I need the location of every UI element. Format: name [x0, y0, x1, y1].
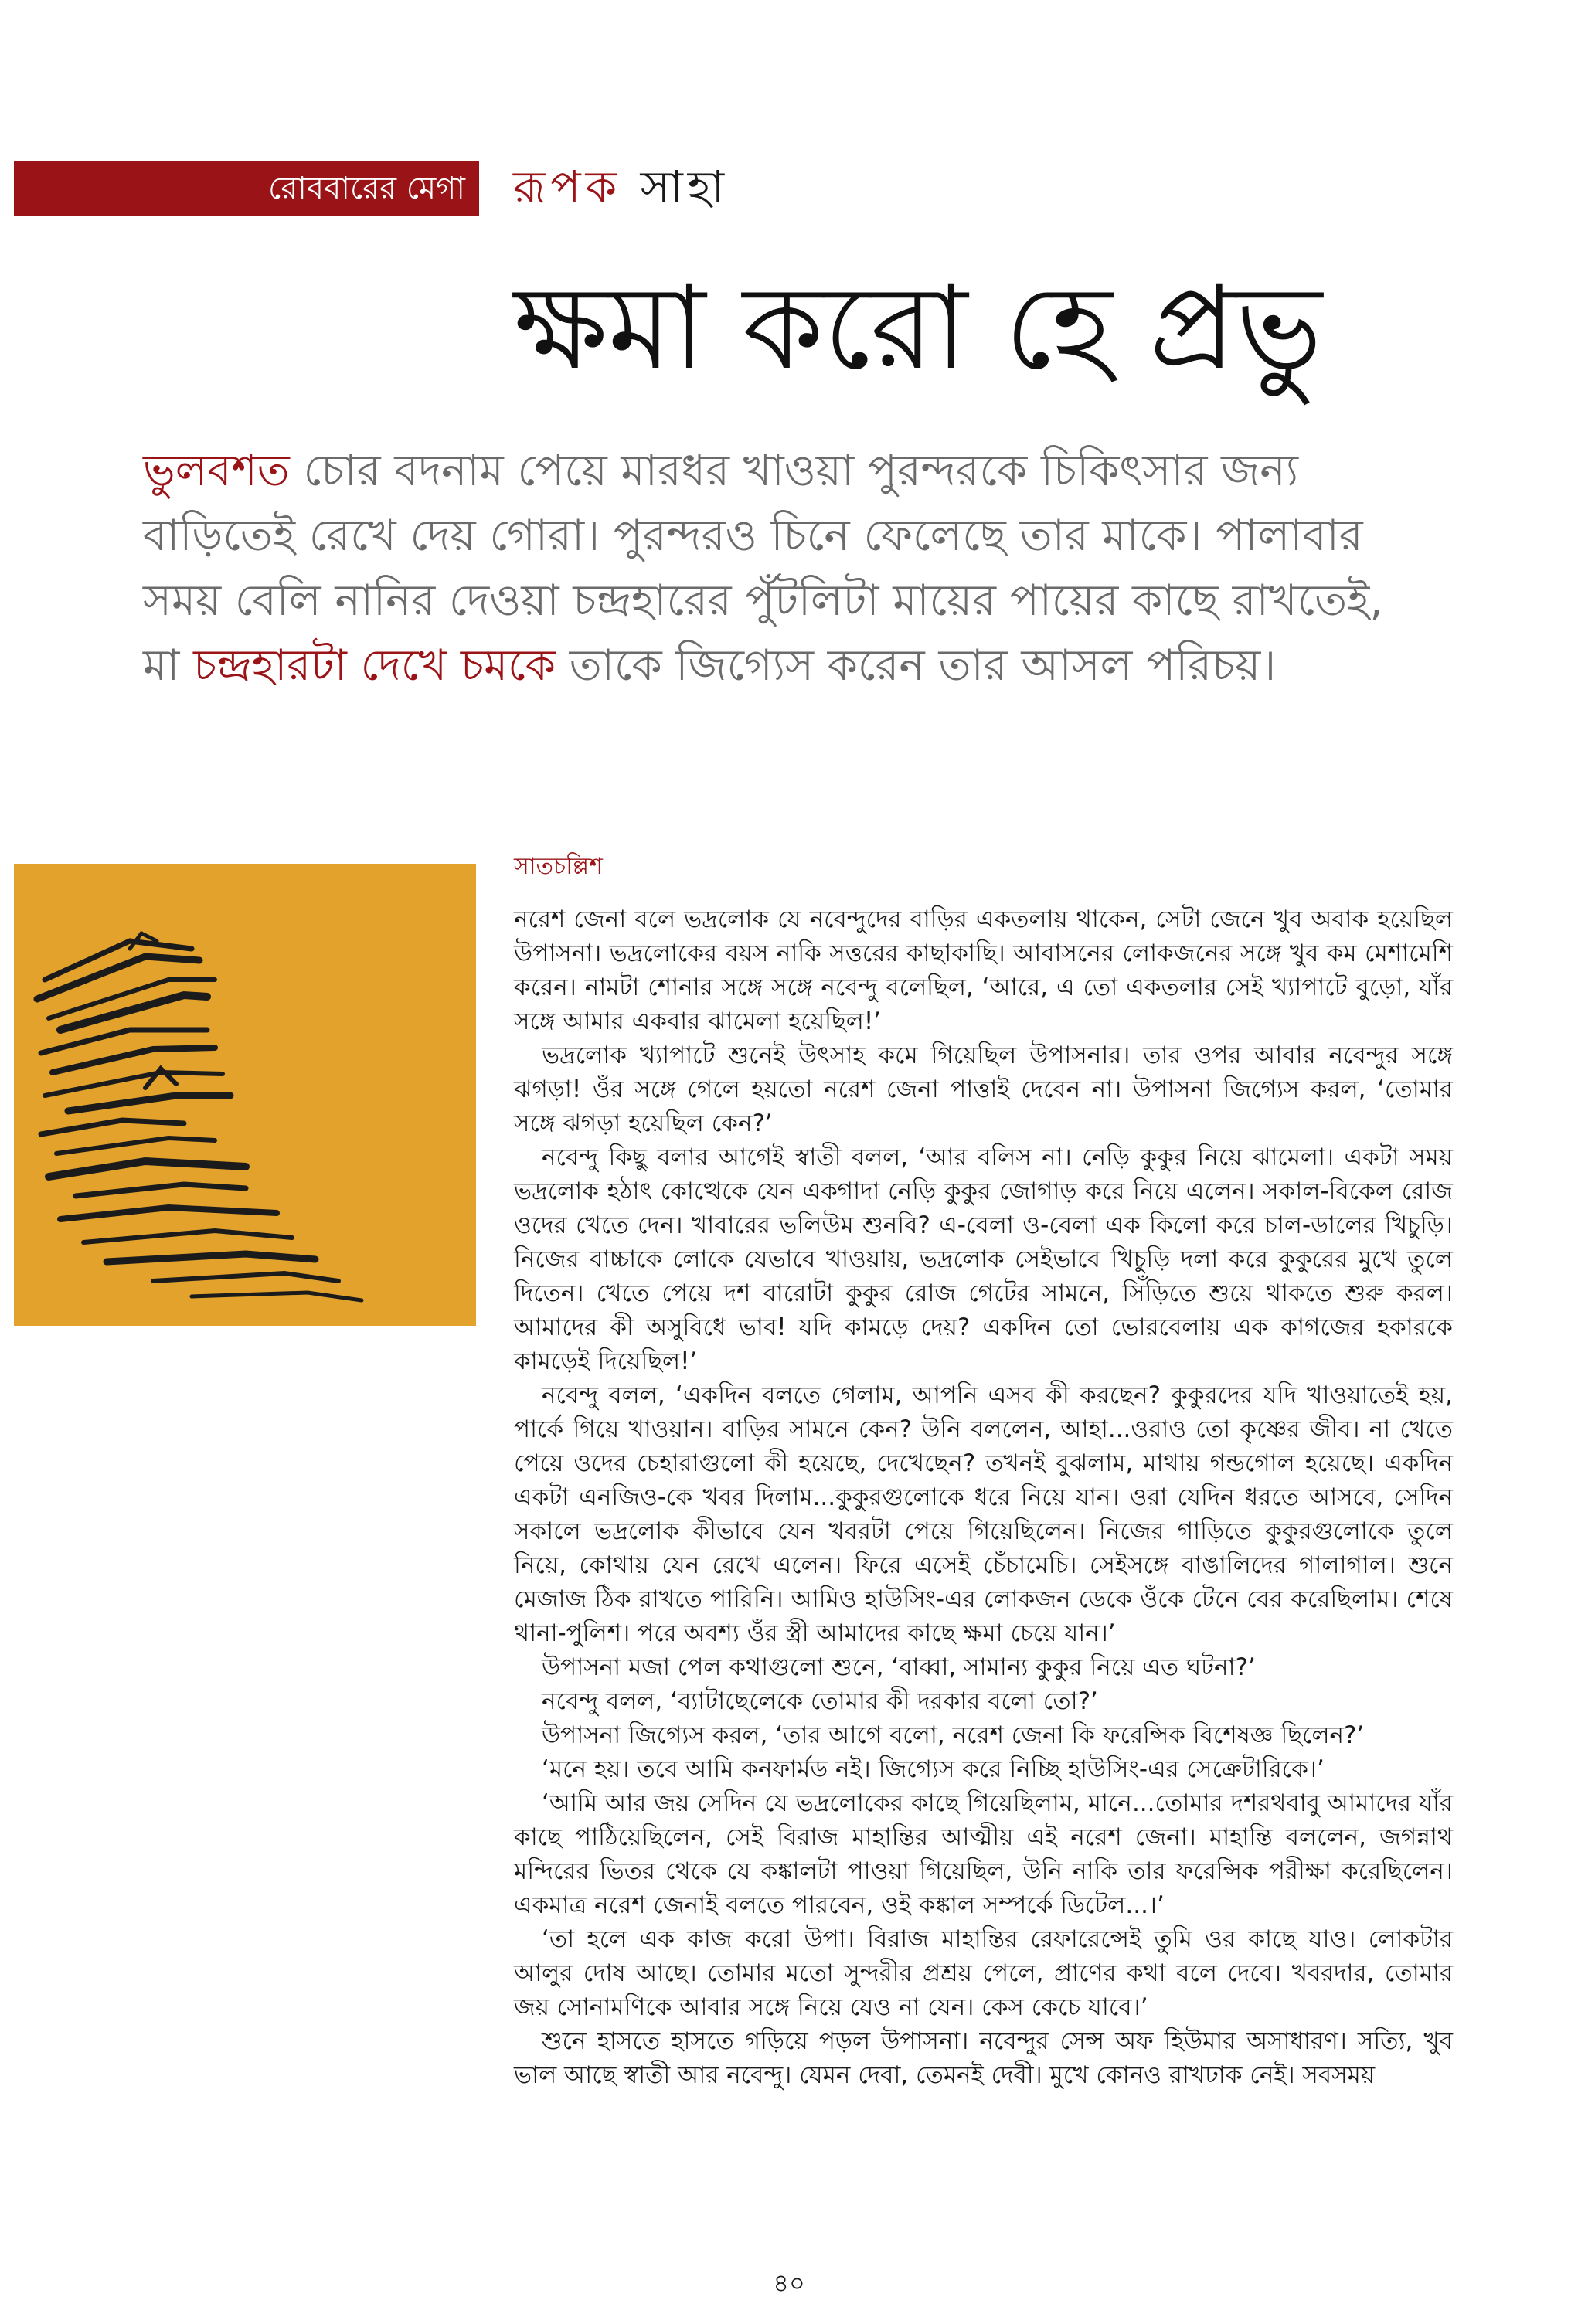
author-name: [513, 156, 729, 218]
section-label: রোববারের মেগা: [267, 171, 465, 206]
story-illustration: [14, 864, 476, 1326]
intro-summary: [143, 439, 1430, 698]
body-paragraph: শুনে হাসতে হাসতে গড়িয়ে পড়ল উপাসনা। নবেন্দুর সেন্স অফ হিউমার অসাধারণ। সত্যি, খুব ভাল আছে স্বাতী আর নবেন্দু। যেমন দেবা, তেমনই দেবী। মুখে কোনও রাখঢাক নেই। সবসময়: [514, 2027, 1453, 2089]
body-paragraph: নরেশ জেনা বলে ভদ্রলোক যে নবেন্দুদের বাড়ির একতলায় থাকেন, সেটা জেনে খুব অবাক হয়েছিল উপাসনা। ভদ্রলোকের বয়স নাকি সত্তরের কাছাকাছি। আবাসনের লোকজনের সঙ্গে খুব কম মেশামেশি করেন। নামটা শোনার সঙ্গে সঙ্গে নবেন্দু বলেছিল, ‘আরে, এ তো একতলার সেই খ্যাপাটে বুড়ো, যাঁর সঙ্গে আমার একবার ঝামেলা হয়েছিল!’: [514, 905, 1453, 1035]
body-paragraph: ভদ্রলোক খ্যাপাটে শুনেই উৎসাহ কমে গিয়েছিল উপাসনার। তার ওপর আবার নবেন্দুর সঙ্গে ঝগড়া! ওঁর সঙ্গে গেলে হয়তো নরেশ জেনা পাত্তাই দেবেন না। উপাসনা জিগ্যেস করল, ‘তোমার সঙ্গে ঝগড়া হয়েছিল কেন?’: [514, 1041, 1453, 1137]
article-body: [514, 902, 1453, 2092]
intro-text-2: তাকে জিগ্যেস করেন তার আসল পরিচয়।: [555, 640, 1277, 691]
section-bar: [14, 161, 479, 216]
body-paragraph: উপাসনা জিগ্যেস করল, ‘তার আগে বলো, নরেশ জেনা কি ফরেন্সিক বিশেষজ্ঞ ছিলেন?’: [542, 1721, 1365, 1749]
author-first-name: রূপক: [513, 161, 622, 213]
article-title: ক্ষমা করো হে প্রভু: [514, 261, 1322, 396]
body-paragraph: উপাসনা মজা পেল কথাগুলো শুনে, ‘বাব্বা, সামান্য কুকুর নিয়ে এত ঘটনা?’: [542, 1653, 1256, 1681]
body-paragraph: নবেন্দু বলল, ‘একদিন বলতে গেলাম, আপনি এসব কী করছেন? কুকুরদের যদি খাওয়াতেই হয়, পার্কে গিয়ে খাওয়ান। বাড়ির সামনে কেন? উনি বললেন, আহা...ওরাও তো কৃষ্ণের জীব। না খেতে পেয়ে ওদের চেহারাগুলো কী হয়েছে, দেখেছেন? তখনই বুঝলাম, মাথায় গন্ডগোল হয়েছে। একদিন একটা এনজিও-কে খবর দিলাম...কুকুরগুলোকে ধরে নিয়ে যান। ওরা যেদিন ধরতে আসবে, সেদিন সকালে ভদ্রলোক কীভাবে যেন খবরটা পেয়ে গিয়েছিলেন। নিজের গাড়িতে কুকুরগুলোকে তুলে নিয়ে, কোথায় যেন রেখে এলেন। ফিরে এসেই চেঁচামেচি। সেইসঙ্গে বাঙালিদের গালাগাল। শুনে মেজাজ ঠিক রাখতে পারিনি। আমিও হাউসিং-এর লোকজন ডেকে ওঁকে টেনে বের করেছিলাম। শেষে থানা-পুলিশ। পরে অবশ্য ওঁর স্ত্রী আমাদের কাছে ক্ষমা চেয়ে যান।’: [514, 1381, 1453, 1647]
body-paragraph: ‘তা হলে এক কাজ করো উপা। বিরাজ মাহান্তির রেফারেন্সেই তুমি ওর কাছে যাও। লোকটার আলুর দোষ আছে। তোমার মতো সুন্দরীর প্রশ্রয় পেলে, প্রাণের কথা বলে দেবে। খবরদার, তোমার জয় সোনামণিকে আবার সঙ্গে নিয়ে যেও না যেন। কেস কেচে যাবে।’: [514, 1925, 1453, 2021]
page-number: ৪০: [773, 2268, 805, 2298]
body-paragraph: ‘আমি আর জয় সেদিন যে ভদ্রলোকের কাছে গিয়েছিলাম, মানে...তোমার দশরথবাবু আমাদের যাঁর কাছে পাঠিয়েছিলেন, সেই বিরাজ মাহান্তির আত্মীয় এই নরেশ জেনা। মাহান্তি বললেন, জগন্নাথ মন্দিরের ভিতর থেকে যে কঙ্কালটা পাওয়া গিয়েছিল, উনি নাকি তার ফরেন্সিক পরীক্ষা করেছিলেন। একমাত্র নরেশ জেনাই বলতে পারবেন, ওই কঙ্কাল সম্পর্কে ডিটেল...।’: [514, 1789, 1453, 1919]
intro-highlight-2: চন্দ্রহারটা দেখে চমকে: [193, 640, 556, 691]
body-paragraph: নবেন্দু বলল, ‘ব্যাটাছেলেকে তোমার কী দরকার বলো তো?’: [542, 1687, 1098, 1715]
intro-highlight-1: ভুলবশত: [143, 446, 290, 496]
body-paragraph: ‘মনে হয়। তবে আমি কনফার্মড নই। জিগ্যেস করে নিচ্ছি হাউসিং-এর সেক্রেটারিকে।’: [542, 1755, 1325, 1783]
body-paragraph: নবেন্দু কিছু বলার আগেই স্বাতী বলল, ‘আর বলিস না। নেড়ি কুকুর নিয়ে ঝামেলা। একটা সময় ভদ্রলোক হঠাৎ কোত্থেকে যেন একগাদা নেড়ি কুকুর জোগাড় করে নিয়ে এলেন। সকাল-বিকেল রোজ ওদের খেতে দেন। খাবারের ভলিউম শুনবি? এ-বেলা ও-বেলা এক কিলো করে চাল-ডালের খিচুড়ি। নিজের বাচ্চাকে লোকে যেভাবে খাওয়ায়, ভদ্রলোক সেইভাবে খিচুড়ি দলা করে কুকুরের মুখে তুলে দিতেন। খেতে পেয়ে দশ বারোটা কুকুর রোজ গেটের সামনে, সিঁড়িতে শুয়ে থাকতে শুরু করল। আমাদের কী অসুবিধে ভাব! যদি কামড়ে দেয়? একদিন তো ভোরবেলায় এক কাগজের হকারকে কামড়েই দিয়েছিল!’: [514, 1143, 1453, 1375]
author-last-name: সাহা: [640, 161, 729, 213]
chapter-heading: সাতচল্লিশ: [514, 853, 603, 880]
stacked-papers-illustration: [14, 864, 476, 1326]
intro-text-1: চোর বদনাম পেয়ে মারধর খাওয়া পুরন্দরকে চিকিৎসার জন্য বাড়িতেই রেখে দেয় গোরা। পুরন্দরও চিনে ফেলেছে তার মাকে। পালাবার সময় বেলি নানির দেওয়া চন্দ্রহারের পুঁটলিটা মায়ের পায়ের কাছে রাখতেই, মা: [143, 446, 1384, 691]
